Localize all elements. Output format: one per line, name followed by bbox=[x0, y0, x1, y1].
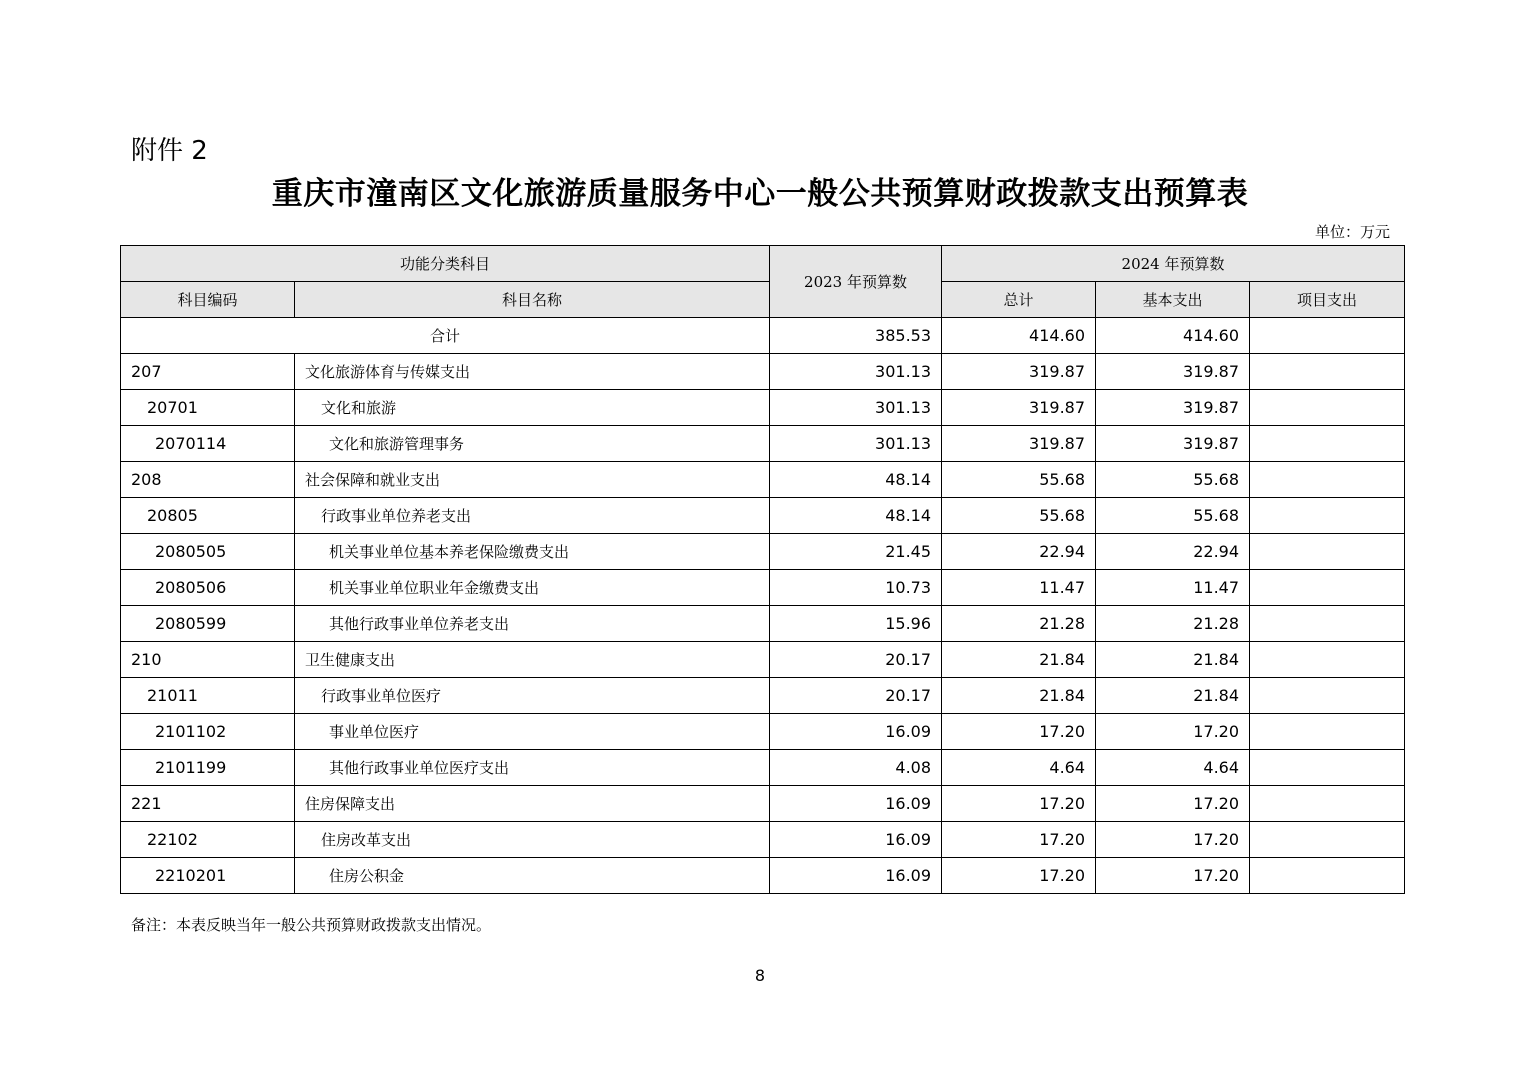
table-body bbox=[121, 318, 1405, 894]
project-2024 bbox=[1250, 678, 1405, 714]
page-title: 重庆市潼南区文化旅游质量服务中心一般公共预算财政拨款支出预算表 bbox=[271, 176, 1249, 212]
basic-2024: 55.68 bbox=[1096, 498, 1250, 534]
basic-2024: 319.87 bbox=[1096, 426, 1250, 462]
budget-2023: 301.13 bbox=[770, 390, 942, 426]
subject-code: 2080506 bbox=[121, 570, 295, 606]
budget-2023: 48.14 bbox=[770, 498, 942, 534]
subject-name: 文化和旅游 bbox=[295, 390, 770, 426]
subject-name: 卫生健康支出 bbox=[295, 642, 770, 678]
project-2024 bbox=[1250, 498, 1405, 534]
budget-2023: 16.09 bbox=[770, 858, 942, 894]
subject-name: 社会保障和就业支出 bbox=[295, 462, 770, 498]
subject-name: 事业单位医疗 bbox=[295, 714, 770, 750]
header-row-1 bbox=[121, 246, 1405, 282]
basic-2024: 21.84 bbox=[1096, 642, 1250, 678]
basic-2024: 22.94 bbox=[1096, 534, 1250, 570]
table-row bbox=[121, 534, 1405, 570]
project-2024 bbox=[1250, 822, 1405, 858]
project-2024 bbox=[1250, 606, 1405, 642]
header-subject-code: 科目编码 bbox=[121, 282, 295, 318]
subject-name: 行政事业单位养老支出 bbox=[295, 498, 770, 534]
subject-code: 2101199 bbox=[121, 750, 295, 786]
basic-2024: 17.20 bbox=[1096, 786, 1250, 822]
table-row bbox=[121, 714, 1405, 750]
subject-code: 210 bbox=[121, 642, 295, 678]
subject-code: 2080505 bbox=[121, 534, 295, 570]
total-2024: 11.47 bbox=[942, 570, 1096, 606]
table-header bbox=[121, 246, 1405, 318]
project-2024 bbox=[1250, 390, 1405, 426]
subject-code: 221 bbox=[121, 786, 295, 822]
budget-2023: 301.13 bbox=[770, 354, 942, 390]
subject-code: 20805 bbox=[121, 498, 295, 534]
project-2024 bbox=[1250, 642, 1405, 678]
budget-2023: 16.09 bbox=[770, 822, 942, 858]
total-2024: 21.84 bbox=[942, 642, 1096, 678]
attachment-label: 附件 2 bbox=[131, 136, 208, 166]
total-2024: 319.87 bbox=[942, 390, 1096, 426]
budget-table bbox=[120, 245, 1405, 894]
page-number: 8 bbox=[754, 966, 766, 985]
total-2024: 21.84 bbox=[942, 678, 1096, 714]
basic-2024: 11.47 bbox=[1096, 570, 1250, 606]
subject-code: 21011 bbox=[121, 678, 295, 714]
table-note: 备注：本表反映当年一般公共预算财政拨款支出情况。 bbox=[131, 916, 492, 934]
project-2024 bbox=[1250, 426, 1405, 462]
budget-2023: 21.45 bbox=[770, 534, 942, 570]
subject-name: 住房改革支出 bbox=[295, 822, 770, 858]
total-budget-2023: 385.53 bbox=[770, 318, 942, 354]
total-2024: 414.60 bbox=[942, 318, 1096, 354]
subject-name: 行政事业单位医疗 bbox=[295, 678, 770, 714]
table-row bbox=[121, 786, 1405, 822]
table-row bbox=[121, 498, 1405, 534]
budget-2023: 301.13 bbox=[770, 426, 942, 462]
header-functional-classification: 功能分类科目 bbox=[121, 246, 770, 282]
total-label: 合计 bbox=[121, 318, 770, 354]
budget-2023: 48.14 bbox=[770, 462, 942, 498]
table-row bbox=[121, 606, 1405, 642]
total-2024: 55.68 bbox=[942, 462, 1096, 498]
basic-2024: 55.68 bbox=[1096, 462, 1250, 498]
header-row-2 bbox=[121, 282, 1405, 318]
subject-name: 住房公积金 bbox=[295, 858, 770, 894]
subject-code: 2101102 bbox=[121, 714, 295, 750]
header-basic-expenditure: 基本支出 bbox=[1096, 282, 1250, 318]
project-2024 bbox=[1250, 354, 1405, 390]
table-row bbox=[121, 750, 1405, 786]
basic-2024: 21.28 bbox=[1096, 606, 1250, 642]
subject-name: 机关事业单位基本养老保险缴费支出 bbox=[295, 534, 770, 570]
header-total: 总计 bbox=[942, 282, 1096, 318]
project-2024 bbox=[1250, 534, 1405, 570]
budget-2023: 16.09 bbox=[770, 714, 942, 750]
table-row bbox=[121, 678, 1405, 714]
subject-code: 2210201 bbox=[121, 858, 295, 894]
table-row bbox=[121, 426, 1405, 462]
header-subject-name: 科目名称 bbox=[295, 282, 770, 318]
subject-name: 文化旅游体育与传媒支出 bbox=[295, 354, 770, 390]
subject-code: 208 bbox=[121, 462, 295, 498]
table-row bbox=[121, 390, 1405, 426]
total-2024: 22.94 bbox=[942, 534, 1096, 570]
header-2024-budget: 2024 年预算数 bbox=[942, 246, 1405, 282]
subject-code: 22102 bbox=[121, 822, 295, 858]
budget-2023: 4.08 bbox=[770, 750, 942, 786]
total-2024: 21.28 bbox=[942, 606, 1096, 642]
subject-name: 文化和旅游管理事务 bbox=[295, 426, 770, 462]
budget-2023: 15.96 bbox=[770, 606, 942, 642]
budget-2023: 20.17 bbox=[770, 678, 942, 714]
basic-2024: 17.20 bbox=[1096, 714, 1250, 750]
table-row bbox=[121, 858, 1405, 894]
basic-2024: 17.20 bbox=[1096, 858, 1250, 894]
total-2024: 17.20 bbox=[942, 786, 1096, 822]
subject-name: 机关事业单位职业年金缴费支出 bbox=[295, 570, 770, 606]
total-2024: 4.64 bbox=[942, 750, 1096, 786]
unit-label: 单位：万元 bbox=[1314, 223, 1390, 241]
basic-2024: 17.20 bbox=[1096, 822, 1250, 858]
total-2024: 319.87 bbox=[942, 354, 1096, 390]
subject-name: 其他行政事业单位养老支出 bbox=[295, 606, 770, 642]
header-2023-budget: 2023 年预算数 bbox=[770, 246, 942, 318]
project-2024 bbox=[1250, 858, 1405, 894]
project-2024 bbox=[1250, 462, 1405, 498]
total-2024: 17.20 bbox=[942, 822, 1096, 858]
basic-2024: 4.64 bbox=[1096, 750, 1250, 786]
subject-code: 20701 bbox=[121, 390, 295, 426]
budget-2023: 20.17 bbox=[770, 642, 942, 678]
total-2024: 17.20 bbox=[942, 714, 1096, 750]
subject-code: 2070114 bbox=[121, 426, 295, 462]
project-2024 bbox=[1250, 570, 1405, 606]
subject-name: 其他行政事业单位医疗支出 bbox=[295, 750, 770, 786]
budget-2023: 16.09 bbox=[770, 786, 942, 822]
budget-2023: 10.73 bbox=[770, 570, 942, 606]
basic-2024: 319.87 bbox=[1096, 354, 1250, 390]
total-2024: 17.20 bbox=[942, 858, 1096, 894]
total-2024: 319.87 bbox=[942, 426, 1096, 462]
subject-code: 2080599 bbox=[121, 606, 295, 642]
table-row bbox=[121, 462, 1405, 498]
table-row bbox=[121, 354, 1405, 390]
project-2024 bbox=[1250, 714, 1405, 750]
table-row bbox=[121, 570, 1405, 606]
total-project-2024 bbox=[1250, 318, 1405, 354]
basic-2024: 319.87 bbox=[1096, 390, 1250, 426]
project-2024 bbox=[1250, 786, 1405, 822]
total-basic-2024: 414.60 bbox=[1096, 318, 1250, 354]
total-2024: 55.68 bbox=[942, 498, 1096, 534]
table-row bbox=[121, 642, 1405, 678]
header-project-expenditure: 项目支出 bbox=[1250, 282, 1405, 318]
basic-2024: 21.84 bbox=[1096, 678, 1250, 714]
subject-code: 207 bbox=[121, 354, 295, 390]
total-row bbox=[121, 318, 1405, 354]
subject-name: 住房保障支出 bbox=[295, 786, 770, 822]
project-2024 bbox=[1250, 750, 1405, 786]
table-row bbox=[121, 822, 1405, 858]
